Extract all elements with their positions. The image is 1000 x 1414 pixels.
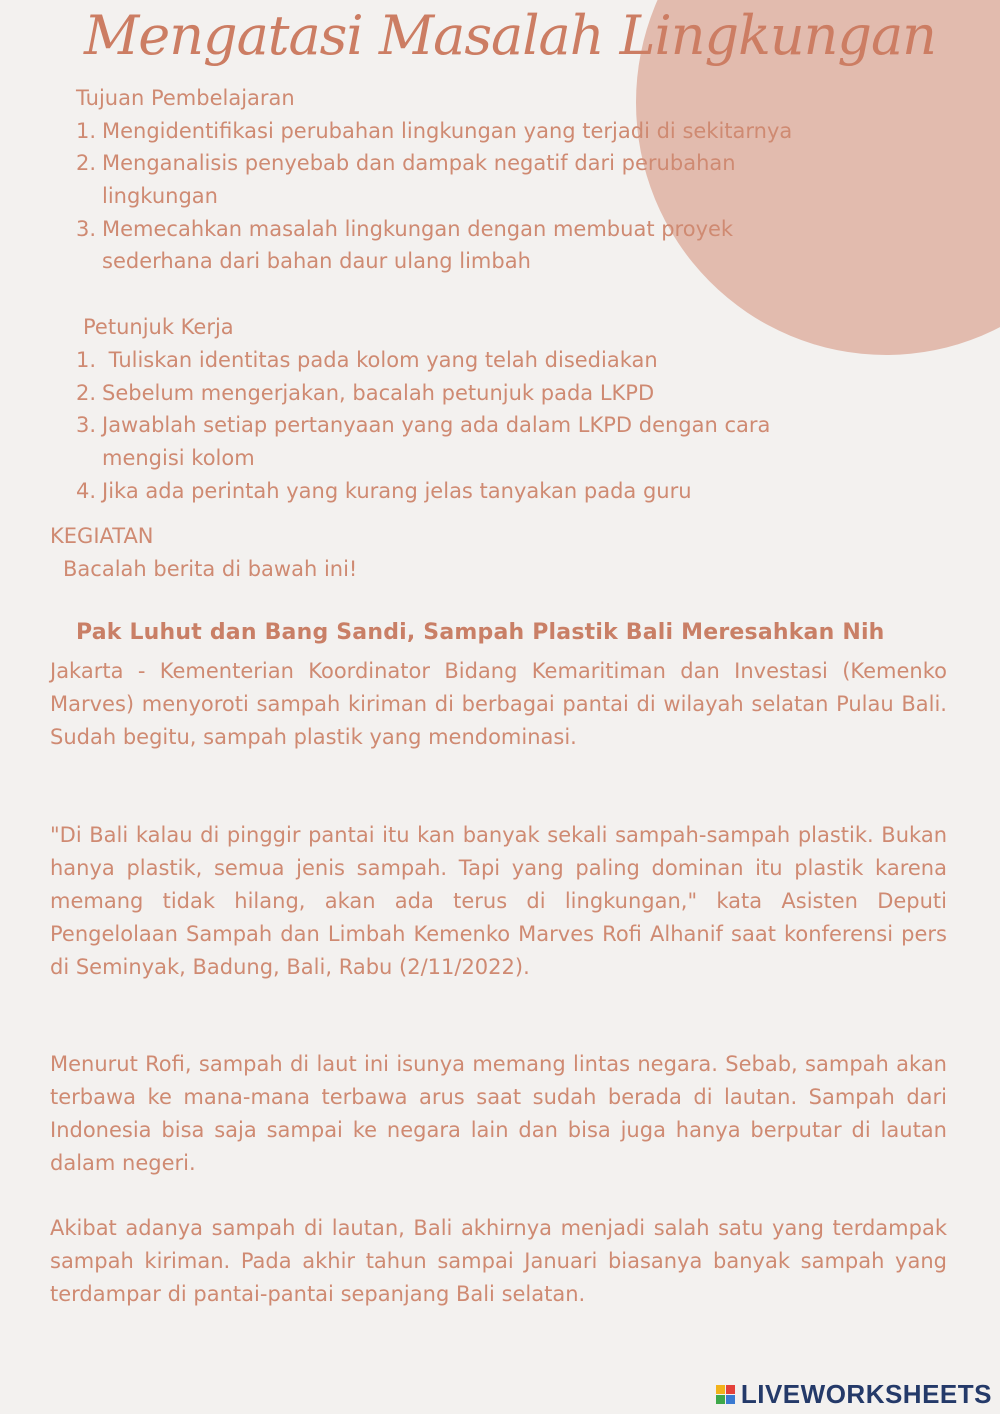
list-number: 1.: [76, 119, 97, 143]
list-text: Mengidentifikasi perubahan lingkungan yang terjadi di sekitarnya: [102, 119, 793, 143]
list-number: 4.: [76, 479, 97, 503]
list-number: 2.: [76, 381, 97, 405]
logo-square: [716, 1395, 725, 1404]
petunjuk-item-1: [76, 344, 658, 377]
article-paragraph-3: Menurut Rofi, sampah di laut ini isunya memang lintas negara. Sebab, sampah akan terbawa ke mana-mana terbawa arus saat sudah berada di lautan. Sampah dari Indonesia bisa saja sampai ke negara lain dan bisa juga hanya berputar di lautan dalam negeri.: [50, 1052, 947, 1175]
liveworksheets-logo-icon: [716, 1385, 735, 1404]
list-number: 3.: [76, 217, 97, 241]
petunjuk-item-3: [76, 409, 770, 442]
list-text: Memecahkan masalah lingkungan dengan membuat proyek: [102, 217, 734, 241]
tujuan-item-1: [76, 115, 792, 148]
petunjuk-item-4: [76, 475, 692, 508]
article-headline: Pak Luhut dan Bang Sandi, Sampah Plastik Bali Meresahkan Nih: [76, 620, 885, 645]
petunjuk-heading: Petunjuk Kerja: [83, 315, 234, 339]
liveworksheets-brand[interactable]: [716, 1378, 992, 1410]
list-text: Jika ada perintah yang kurang jelas tanyakan pada guru: [102, 479, 692, 503]
article-paragraph-1: Jakarta - Kementerian Koordinator Bidang Kemaritiman dan Investasi (Kemenko Marves) menyoroti sampah kiriman di berbagai pantai di wilayah selatan Pulau Bali. Sudah begitu, sampah plastik yang mendominasi.: [50, 659, 947, 749]
kegiatan-instruction: Bacalah berita di bawah ini!: [63, 557, 358, 581]
tujuan-item-2: [76, 147, 736, 180]
list-text: Jawablah setiap pertanyaan yang ada dalam LKPD dengan cara: [102, 413, 771, 437]
petunjuk-item-2: [76, 377, 654, 410]
list-number: 1.: [76, 348, 97, 372]
list-text-continued: sederhana dari bahan daur ulang limbah: [102, 249, 531, 273]
list-text-continued: mengisi kolom: [102, 446, 255, 470]
brand-name: LIVEWORKSHEETS: [740, 1378, 992, 1409]
logo-square: [726, 1385, 735, 1394]
tujuan-item-3: [76, 213, 733, 246]
list-number: 3.: [76, 413, 97, 437]
list-number: 2.: [76, 151, 97, 175]
logo-square: [726, 1395, 735, 1404]
page-title: Mengatasi Masalah Lingkungan: [84, 4, 936, 67]
list-text: Menganalisis penyebab dan dampak negatif dari perubahan: [102, 151, 736, 175]
list-text: Tuliskan identitas pada kolom yang telah disediakan: [102, 348, 658, 372]
article-paragraph-4: Akibat adanya sampah di lautan, Bali akhirnya menjadi salah satu yang terdampak sampah kiriman. Pada akhir tahun sampai Januari biasanya banyak sampah yang terdampar di pantai-pantai sepanjang Bali selatan.: [50, 1216, 947, 1306]
tujuan-heading: Tujuan Pembelajaran: [76, 86, 295, 110]
list-text-continued: lingkungan: [102, 184, 218, 208]
logo-square: [716, 1385, 725, 1394]
kegiatan-heading: KEGIATAN: [50, 524, 154, 548]
article-paragraph-2: "Di Bali kalau di pinggir pantai itu kan banyak sekali sampah-sampah plastik. Bukan hanya plastik, semua jenis sampah. Tapi yang paling dominan itu plastik karena memang tidak hilang, akan ada terus di lingkungan," kata Asisten Deputi Pengelolaan Sampah dan Limbah Kemenko Marves Rofi Alhanif saat konferensi pers di Seminyak, Badung, Bali, Rabu (2/11/2022).: [50, 823, 947, 979]
list-text: Sebelum mengerjakan, bacalah petunjuk pada LKPD: [102, 381, 655, 405]
